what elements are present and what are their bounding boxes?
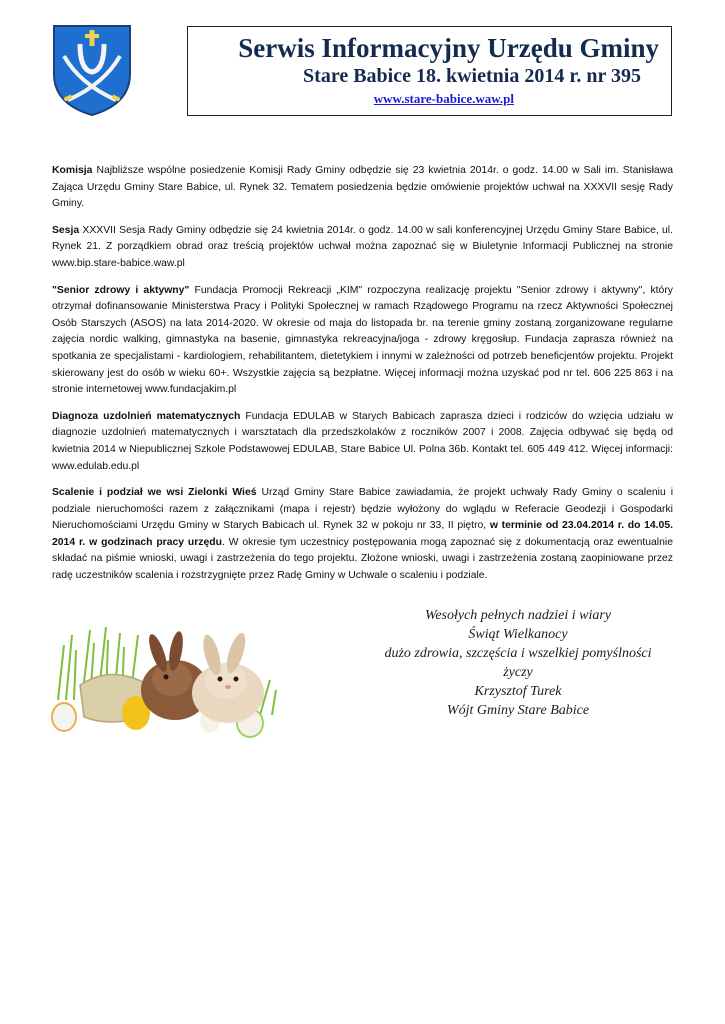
paragraph-lead: Scalenie i podział we wsi Zielonki Wieś [52, 487, 257, 499]
easter-wishes [368, 606, 668, 720]
paragraph-text: Najbliższe wspólne posiedzenie Komisji Rady Gminy odbędzie się 23 kwietnia 2014r. o godz. 14.00 w Sali im. Stanisława Zająca Urzędu Gminy Stare Babice, ul. Rynek 32. Tematem posiedzenia będzie omówienie projektów uchwał na XXXVII sesję Rady Gminy. [52, 165, 673, 210]
wishes-signature-name: Krzysztof Turek [474, 684, 562, 699]
wishes-line: dużo zdrowia, szczęścia i wszelkiej pomyślności [384, 646, 652, 661]
paragraph-senior [52, 283, 673, 399]
website-link[interactable]: www.stare-babice.waw.pl [373, 91, 514, 106]
paragraph-text: Fundacja EDULAB w Starych Babicach zaprasza dzieci i rodziców do wzięcia udziału w diagnozie uzdolnień matematycznych i warsztatach dla przedszkolaków z roczników 2007 i 2008. Zajęcia odbywać się będą od kwietnia 2014 w Niepublicznej Szkole Podstawowej EDULAB, Stare Babice Ul. Polna 36b. Kontakt tel. 605 449 412. Więcej informacji: www.edulab.edu.pl [52, 410, 673, 472]
paragraph-komisja [52, 163, 673, 213]
page-title: Serwis Informacyjny Urzędu Gminy [238, 33, 659, 63]
paragraph-sesja [52, 223, 673, 273]
wishes-line: Wesołych pełnych nadziei i wiary [424, 608, 612, 623]
paragraph-text: Fundacja Promocji Rekreacji „KIM" rozpoczyna realizację projektu "Senior zdrowy i aktywny", który otrzymał dofinansowanie Ministerstwa Pracy i Polityki Społecznej w ramach Rządowego Programu na rzecz Aktywności Społecznej Osób Starszych (ASOS) na lata 2014-2020. W okresie od maja do listopada br. na terenie gminy zostaną zorganizowane regularne zajęcia nordic walking, gimnastyka na basenie, gimnastyka rekreacyjna/joga - zdrowy kręgosłup. Fundacja zaprasza również na spotkania ze specjalistami - kardiologiem, rehabilitantem, dietetykiem i innymi w zależności od potrzeb beneficjentów projektu. Projekt skierowany jest do osób w wieku 60+. Wszystkie zajęcia są bezpłatne. Więcej informacji można uzyskać pod nr tel. 606 225 863 i na stronie internetowej www.fundacjakim.pl [52, 284, 673, 396]
wishes-line: życzy [503, 665, 533, 680]
paragraph-text: . W okresie tym uczestnicy postępowania mogą zapoznać się z dokumentacją oraz ewentualnie składać na piśmie wnioski, uwagi i zastrzeżenia do tego projektu. Złożone wnioski, uwagi i zastrzeżenia zostaną zaopiniowane przez radę uczestników scalenia i rozstrzygnięte przez Radę Gminy w Uchwale o scaleniu i podziale. [52, 536, 673, 582]
header-box [187, 26, 672, 116]
paragraph-deadline: w terminie od 23.04.2014 r. do 14.05. 2014 r. w godzinach pracy urzędu [52, 520, 673, 548]
paragraph-lead: Sesja [52, 224, 80, 236]
paragraph-scalenie [52, 485, 673, 585]
paragraph-text: XXXVII Sesja Rady Gminy odbędzie się 24 kwietnia 2014r. o godz. 14.00 w sali konferencyjnej Urzędu Gminy Stare Babice, ul. Rynek 21. Z porządkiem obrad oraz treścią projektów uchwał można zapoznać się w Biuletynie Informacji Publicznej na stronie www.bip.stare-babice.waw.pl [52, 224, 673, 269]
paragraph-lead: Diagnoza uzdolnień matematycznych [52, 410, 241, 422]
paragraph-lead: Komisja [52, 165, 93, 176]
issue-subtitle: Stare Babice 18. kwietnia 2014 r. nr 395 [303, 65, 641, 87]
gmina-coat-of-arms-icon [50, 22, 134, 118]
paragraph-diagnoza [52, 409, 673, 475]
easter-bunnies-image [50, 605, 300, 740]
wishes-signature-title: Wójt Gminy Stare Babice [446, 703, 590, 718]
wishes-line: Świąt Wielkanocy [468, 627, 568, 642]
paragraph-lead: "Senior zdrowy i aktywny" [52, 284, 190, 296]
news-content [52, 163, 673, 595]
paragraph-text: Urząd Gminy Stare Babice zawiadamia, że projekt uchwały Rady Gminy o scaleniu i podziale nieruchomości razem z załącznikami (mapa i rejestr) będzie wyłożony do wglądu w Referacie Geodezji i Gospodarki Nieruchomościami Urzędu Gminy w Starych Babicach ul. Rynek 32 w pokoju nr 33, II piętro, [52, 487, 674, 532]
